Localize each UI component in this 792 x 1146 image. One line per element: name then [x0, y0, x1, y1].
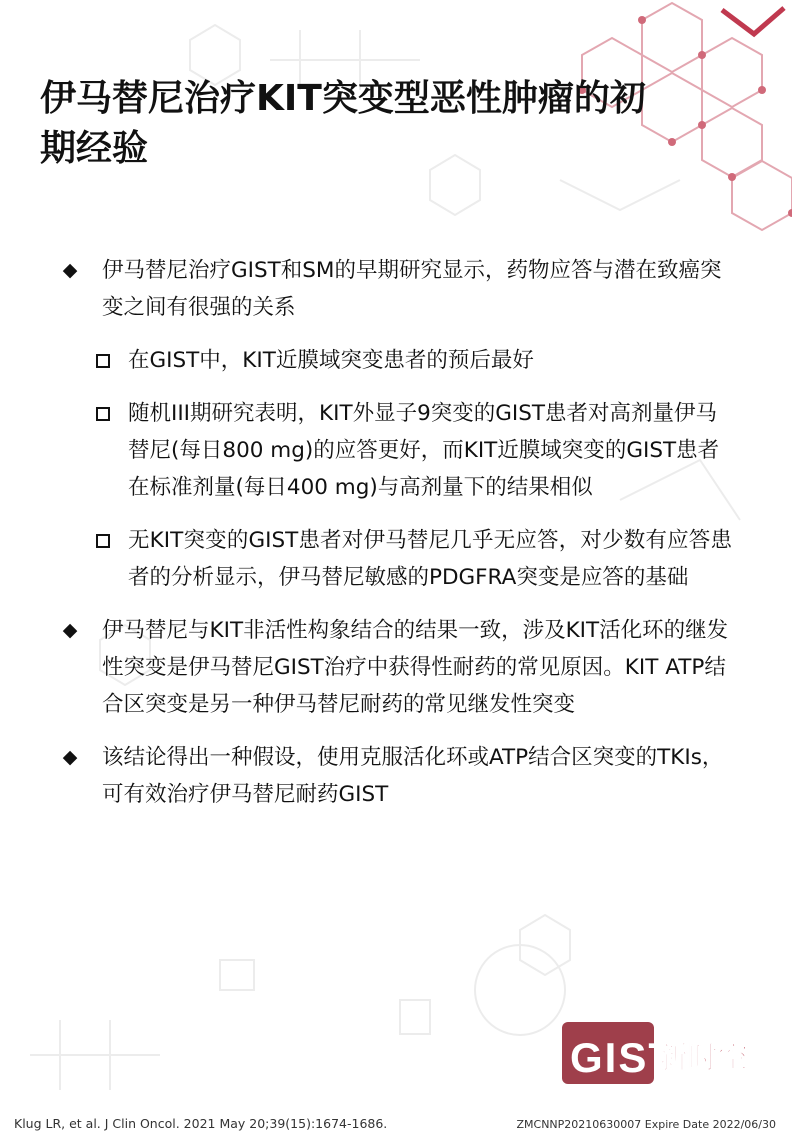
square-bullet-icon — [96, 354, 110, 368]
gist-logo — [560, 1016, 760, 1090]
bullet-text: 该结论得出一种假设，使用克服活化环或ATP结合区突变的TKIs，可有效治疗伊马替尼耐药GIST — [102, 745, 724, 807]
diamond-bullet-icon: ◆ — [62, 746, 78, 768]
logo-text: 新时空 — [658, 1041, 748, 1076]
bullet-item — [60, 612, 732, 723]
bullet-item — [60, 739, 732, 813]
slide-title: 伊马替尼治疗KIT突变型恶性肿瘤的初期经验 — [40, 78, 646, 169]
document-code: ZMCNNP20210630007 Expire Date 2022/06/30 — [516, 1118, 776, 1131]
logo-mark: GIST — [570, 1034, 677, 1081]
bullet-text: 伊马替尼治疗GIST和SM的早期研究显示，药物应答与潜在致癌突变之间有很强的关系 — [102, 258, 722, 320]
sub-bullet-text: 随机III期研究表明，KIT外显子9突变的GIST患者对高剂量伊马替尼(每日800 mg)的应答更好，而KIT近膜域突变的GIST患者在标准剂量(每日400 mg)与高剂量下的结果相似 — [128, 401, 720, 500]
sub-bullet-item — [60, 342, 732, 379]
square-bullet-icon — [96, 407, 110, 421]
sub-bullet-item — [60, 522, 732, 596]
sub-bullet-text: 无KIT突变的GIST患者对伊马替尼几乎无应答，对少数有应答患者的分析显示，伊马替尼敏感的PDGFRA突变是应答的基础 — [128, 528, 732, 590]
sub-bullet-text: 在GIST中，KIT近膜域突变患者的预后最好 — [128, 348, 534, 373]
square-bullet-icon — [96, 534, 110, 548]
bullet-item — [60, 252, 732, 326]
reference-citation: Klug LR, et al. J Clin Oncol. 2021 May 20;39(15):1674-1686. — [14, 1116, 388, 1131]
diamond-bullet-icon: ◆ — [62, 619, 78, 641]
sub-bullet-item — [60, 395, 732, 506]
slide-body — [60, 252, 732, 829]
diamond-bullet-icon: ◆ — [62, 259, 78, 281]
bullet-text: 伊马替尼与KIT非活性构象结合的结果一致，涉及KIT活化环的继发性突变是伊马替尼GIST治疗中获得性耐药的常见原因。KIT ATP结合区突变是另一种伊马替尼耐药的常见继发性突变 — [102, 618, 729, 717]
